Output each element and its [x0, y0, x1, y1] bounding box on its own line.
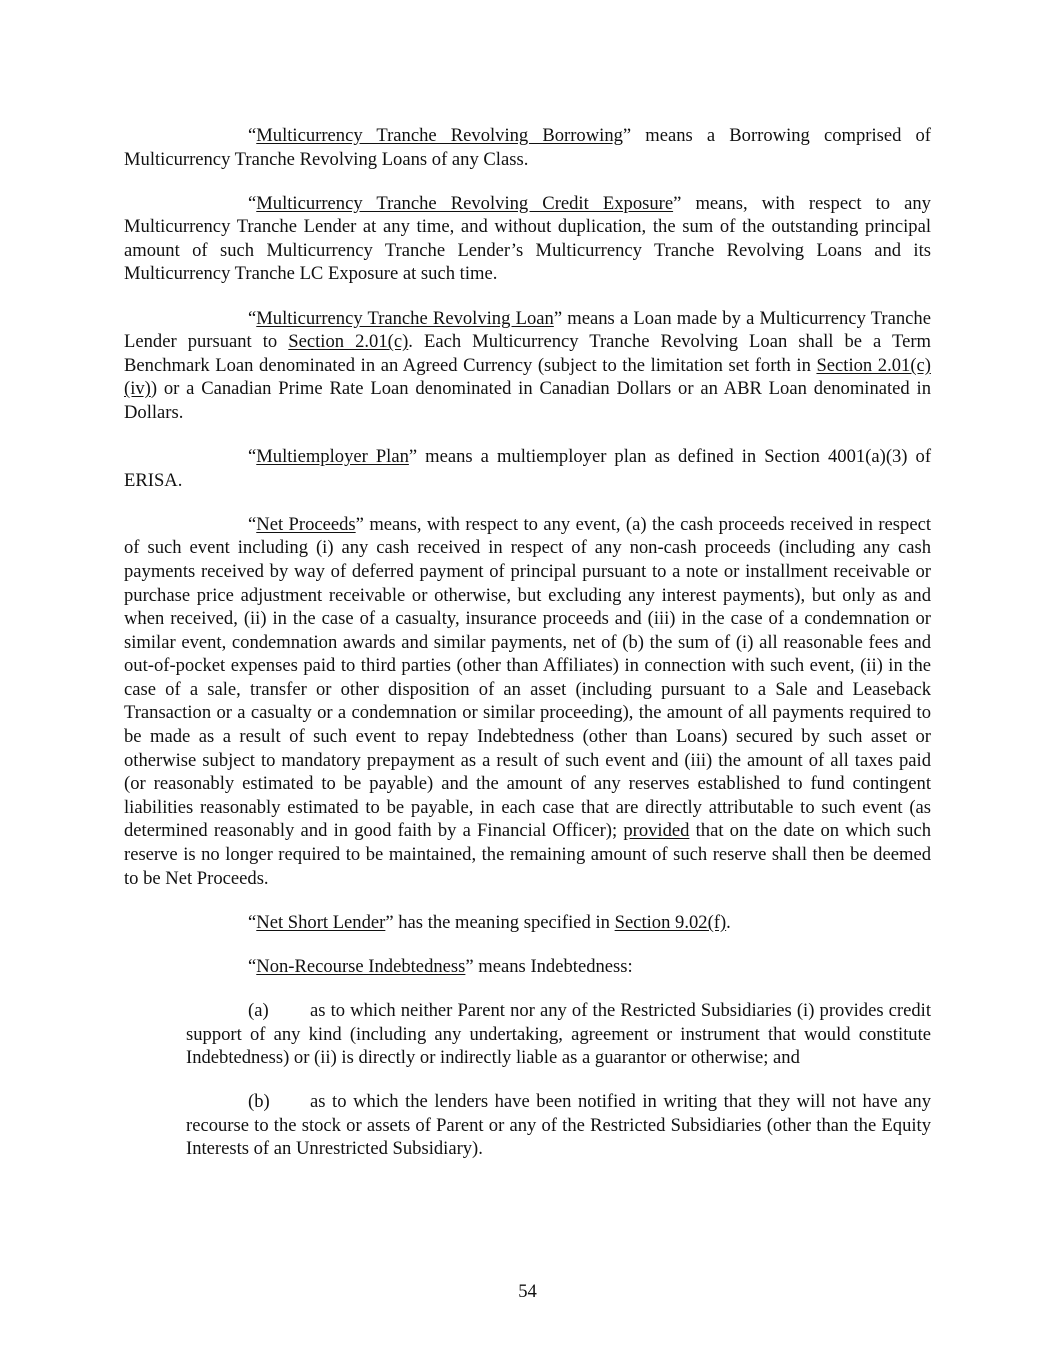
definition-multicurrency-tranche-revolving-borrowing	[124, 124, 931, 171]
definition-multicurrency-tranche-revolving-credit-exposure	[124, 192, 931, 286]
definition-text: ” means Indebtedness:	[465, 955, 633, 977]
open-quote: “	[248, 955, 257, 977]
definition-text: that on the date on which such reserve is no longer required to be maintained, the remaining amount of such reserve shall then be deemed to be Net Proceeds.	[124, 820, 931, 889]
definition-text: ) or a Canadian Prime Rate Loan denominated in Canadian Dollars or an ABR Loan denominated in Dollars.	[124, 378, 931, 423]
definition-net-short-lender	[124, 911, 931, 935]
definition-non-recourse-indebtedness	[124, 955, 931, 979]
defined-term: Multicurrency Tranche Revolving Credit Exposure	[256, 192, 674, 214]
open-quote: “	[248, 911, 257, 933]
section-reference: Section 9.02(f)	[614, 911, 727, 933]
definition-text: ” means, with respect to any event, (a) the cash proceeds received in respect of such event including (i) any cash received in respect of any non-cash proceeds (including any cash payments received by way of deferred payment of principal pursuant to a note or installment receivable or purchase price adjustment receivable or otherwise, but excluding any interest payments), but only as and when received, (ii) in the case of a casualty, insurance proceeds and (iii) in the case of a condemnation or similar event, condemnation awards and similar payments, net of (b) the sum of (i) all reasonable fees and out-of-pocket expenses paid to third parties (other than Affiliates) in connection with such event, (ii) in the case of a sale, transfer or other disposition of an asset (including pursuant to a Sale and Leaseback Transaction or a casualty or a condemnation or similar proceeding), the amount of all payments required to be made as a result of such event to repay Indebtedness (other than Loans) secured by such asset or otherwise subject to mandatory prepayment as a result of such event and (iii) the amount of all taxes paid (or reasonably estimated to be payable) and the amount of any reserves established to fund contingent liabilities reasonably estimated to be payable, in each case that are directly attributable to such event (as determined reasonably and in good faith by a Financial Officer);	[124, 513, 931, 842]
subclause-b	[186, 1090, 931, 1161]
definition-text: . Each Multicurrency Tranche Revolving Loan shall be a Term Benchmark Loan denominated in an Agreed Currency (subject to the limitation set forth in	[124, 331, 931, 376]
subclause-label: (a)	[248, 999, 269, 1021]
open-quote: “	[248, 307, 257, 329]
page-number: 54	[518, 1281, 537, 1302]
definition-text: ” means a multiemployer plan as defined in Section 4001(a)(3) of ERISA.	[124, 446, 932, 491]
subclause-text: as to which neither Parent nor any of the Restricted Subsidiaries (i) provides credit support of any kind (including any undertaking, agreement or instrument that would constitute Indebtedness) or (ii) is directly or indirectly liable as a guarantor or otherwise; and	[186, 999, 931, 1069]
subclause-label: (b)	[248, 1091, 270, 1113]
defined-term: Multicurrency Tranche Revolving Borrowing	[256, 125, 623, 146]
definition-net-proceeds	[124, 513, 931, 891]
subclause-text: as to which the lenders have been notified in writing that they will not have any recourse to the stock or assets of Parent or any of the Restricted Subsidiaries (other than the Equity Interests of an Unrestricted Subsidiary).	[186, 1091, 931, 1160]
open-quote: “	[248, 446, 257, 468]
defined-term: Multicurrency Tranche Revolving Loan	[256, 307, 554, 329]
definition-multicurrency-tranche-revolving-loan	[124, 307, 931, 425]
subclause-a	[186, 999, 931, 1070]
definition-text: ” means, with respect to any Multicurrency Tranche Lender at any time, and without duplication, the sum of the outstanding principal amount of such Multicurrency Tranche Lender’s Multicurrency Tranche Revolving Loans and its Multicurrency Tranche LC Exposure at such time.	[124, 192, 931, 285]
open-quote: “	[248, 513, 257, 535]
open-quote: “	[248, 192, 257, 214]
definition-text: ” has the meaning specified in	[385, 911, 615, 933]
defined-term: Net Proceeds	[256, 513, 356, 535]
section-reference: Section 2.01(c)(iv)	[124, 354, 931, 400]
definition-text: .	[726, 911, 731, 933]
defined-term: Multiemployer Plan	[256, 446, 409, 468]
defined-term: Non-Recourse Indebtedness	[256, 955, 466, 977]
open-quote: “	[248, 125, 257, 146]
defined-term: Net Short Lender	[256, 911, 386, 933]
definition-multiemployer-plan	[124, 445, 931, 492]
document-page	[124, 124, 931, 1181]
definition-text: ” means a Borrowing comprised of Multicurrency Tranche Revolving Loans of any Class.	[124, 125, 931, 170]
definition-text: ” means a Loan made by a Multicurrency Tranche Lender pursuant to	[124, 307, 931, 353]
emphasis-provided: provided	[623, 820, 690, 842]
section-reference: Section 2.01(c)	[288, 331, 409, 353]
